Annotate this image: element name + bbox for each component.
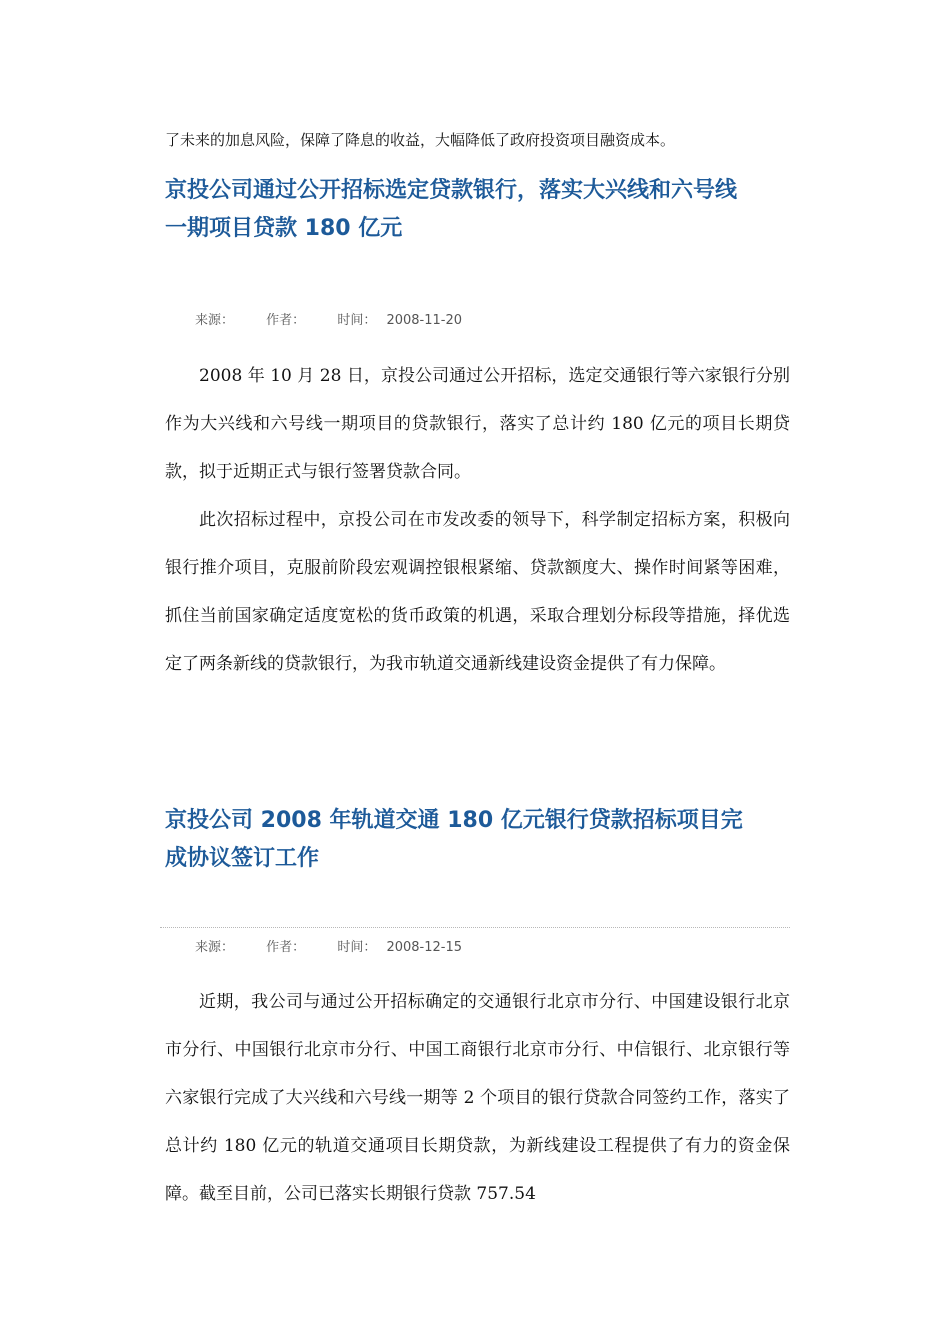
publish-date: 2008-12-15: [386, 940, 463, 955]
source-label: 来源：: [195, 313, 235, 328]
article-1-meta: [195, 309, 462, 328]
article-1-title-line-2: 一期项目贷款 180 亿元: [165, 216, 403, 241]
article-2-title: [165, 802, 795, 878]
article-2-title-line-1: 京投公司 2008 年轨道交通 180 亿元银行贷款招标项目完: [165, 808, 743, 833]
article-1-paragraph-2: 此次招标过程中，京投公司在市发改委的领导下，科学制定招标方案，积极向银行推介项目，克服前阶段宏观调控银根紧缩、贷款额度大、操作时间紧等困难，抓住当前国家确定适度宽松的货币政策的机遇，采取合理划分标段等措施，择优选定了两条新线的贷款银行，为我市轨道交通新线建设资金提供了有力保障。: [165, 510, 790, 674]
meta-divider: [160, 927, 790, 928]
article-2-title-line-2: 成协议签订工作: [165, 846, 320, 871]
time-label: 时间：: [337, 940, 377, 955]
article-2-paragraph-1: 近期，我公司与通过公开招标确定的交通银行北京市分行、中国建设银行北京市分行、中国银行北京市分行、中国工商银行北京市分行、中信银行、北京银行等六家银行完成了大兴线和六号线一期等 2 个项目的银行贷款合同签约工作，落实了总计约 180 亿元的轨道交通项目长期贷款，为新线建设工程提供了有力的资金保障。截至目前，公司已落实长期银行贷款 757.54: [165, 992, 790, 1204]
publish-date: 2008-11-20: [386, 313, 463, 328]
author-label: 作者：: [266, 313, 306, 328]
article-1-paragraph-1: 2008 年 10 月 28 日，京投公司通过公开招标，选定交通银行等六家银行分别作为大兴线和六号线一期项目的贷款银行，落实了总计约 180 亿元的项目长期贷款，拟于近期正式与银行签署贷款合同。: [165, 366, 790, 482]
intro-continuation-text: 了未来的加息风险，保障了降息的收益，大幅降低了政府投资项目融资成本。: [165, 131, 676, 149]
article-1-title-line-1: 京投公司通过公开招标选定贷款银行，落实大兴线和六号线: [165, 178, 738, 203]
source-label: 来源：: [195, 940, 235, 955]
author-label: 作者：: [266, 940, 306, 955]
article-2-meta: [195, 936, 462, 955]
article-1-title: [165, 172, 795, 248]
time-label: 时间：: [337, 313, 377, 328]
